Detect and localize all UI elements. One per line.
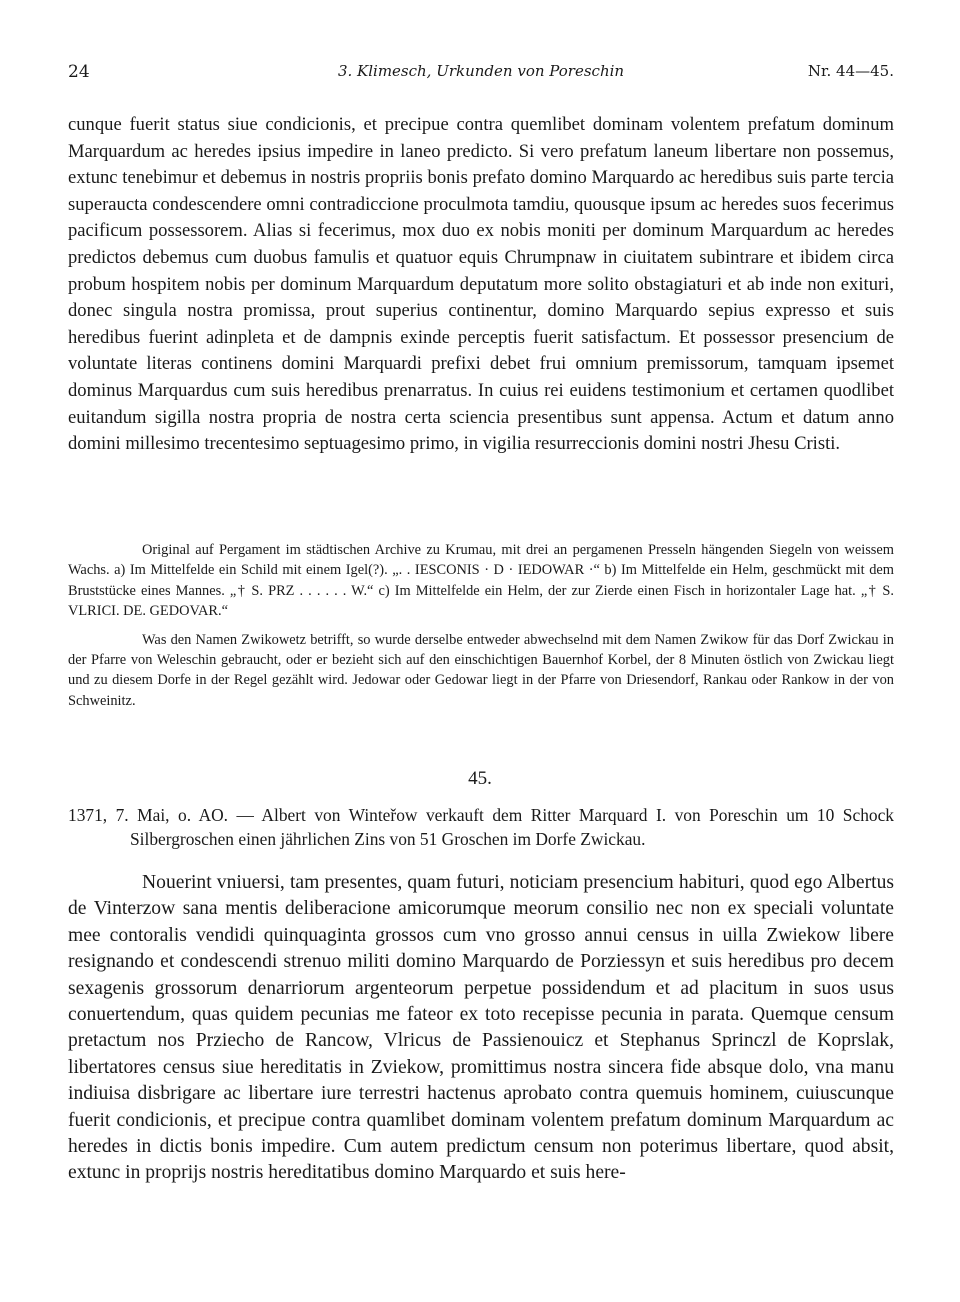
regest-text: 1371, 7. Mai, o. AO. — Albert von Winteřow verkauft dem Ritter Marquard I. von Poreschin um 10 Schock Silbergroschen einen jährlichen Zins von 51 Groschen im Dorfe Zwickau. — [68, 805, 894, 849]
seal-description-note: Original auf Pergament im städtischen Archive zu Krumau, mit drei an pergamenen Presseln hängenden Siegeln von weissem Wachs. a) Im Mittelfelde ein Schild mit einem Igel(?). „. . IESCONIS · D · IEDOWAR ·“ b) Im Mittelfelde ein Helm, geschmückt mit dem Bruststücke eines Mannes. „† S. PRZ . . . . . . W.“ c) Im Mittelfelde ein Helm, der zur Zierde einen Fisch in horizontaler Lage hat. „† S. VLRICI. DE. GEDOVAR.“ — [68, 542, 894, 620]
running-header — [68, 62, 894, 90]
document-range: Nr. 44—45. — [807, 62, 894, 80]
document-45-regest — [68, 803, 894, 851]
document-44-continuation: cunque fuerit status siue condicionis, et precipue contra quemlibet dominam volentem prefatum dominum Marquardum ac heredes ipsius impedire in laneo predicto. Si vero prefatum laneum libertare non possemus, extunc tenebimur et debemus in nostris propriis bonis prefato domino Marquardo ac heredibus suis parte tercia superaucta condescendere omni contradiccione proculmota tamdiu, quousque ipsum ac heredes suos fecerimus pacificum possessorem. Alias si fecerimus, mox duo ex nobis moniti per dominum Marquardum ac heredes predictos debemus cum duobus famulis et quatuor equis Chrumpnaw in ciuitatem subintrare et ibidem circa probum hospitem nobis per dominum Marquardum deputatum more solito obstagiaturi et ab inde non exituri, donec singula nostra promissa, prout superius continentur, domino Marquardo sepius expresso et suis heredibus fuerint adinpleta et de dampnis exinde perceptis fuerit satisfactum. Et possessor presencium de voluntate literas continens domini Marquardi prefixi debet frui omnium premissorum, tamquam ipsemet dominus Marquardus cum suis heredibus prenarratus. In cuius rei euidens testimonium et certamen quodlibet euitandum sigilla nostra propria de nostra certa sciencia presentibus sunt appensa. Actum et datum anno domini millesimo trecentesimo septuagesimo primo, in vigilia resurreccionis domini nostri Jhesu Cristi. — [68, 114, 894, 455]
page-number: 24 — [68, 62, 90, 82]
document-44-notes — [68, 540, 894, 711]
running-title: 3. Klimesch, Urkunden von Poreschin — [337, 62, 625, 80]
document-45-number: 45. — [468, 768, 492, 789]
place-names-note: Was den Namen Zwikowetz betrifft, so wurde derselbe entweder abwechselnd mit dem Namen Zwikow für das Dorf Zwickau in der Pfarre von Weleschin gebraucht, oder er bezieht sich auf den einschichtigen Bauernhof Korbel, der 8 Minuten östlich von Zwickau liegt und zu diesem Dorfe in der Regel gezählt wird. Jedowar oder Gedowar liegt in der Pfarre von Driesendorf, Rankau oder Rankow in der von Schweinitz. — [68, 631, 894, 709]
document-45-text: Nouerint vniuersi, tam presentes, quam futuri, noticiam presencium habituri, quod ego Albertus de Vinterzow sana mentis deliberacione amicorumque meorum consilio nec non ex speciali voluntate mee contoralis vendidi quinquaginta grossos cum vno grosso annui census in uilla Zwiekow libere resignando et condescendi strenuo militi domino Marquardo de Porziessyn et suis heredibus pro decem sexagenis grossorum denarriorum argenteorum perpetue possidendum et ad placitum in suos usus conuertendum, quas quidem pecunias me fateor ex toto recepisse pecunia in parata. Quemque censum pretactum nos Prziecho de Rancow, Vlricus de Passienouicz et Stephanus Sprinczl de Koprslak, libertatores census siue hereditatis in Zviekow, promittimus nostra sincera fide absque dolo, vna manu indiuisa disbrigare ac libertare iure terrestri hactenus aprobato contra quemuis hominem, cuiuscunque fuerit condicionis, et precipue contra quamlibet dominam volentem prefatum dominum Marquardum ac heredes in dictis bonis impedire. Cum autem predictum censum non poterimus libertare, quod absit, extunc in proprijs nostris hereditatibus domino Marquardo et suis here- — [68, 872, 894, 1184]
